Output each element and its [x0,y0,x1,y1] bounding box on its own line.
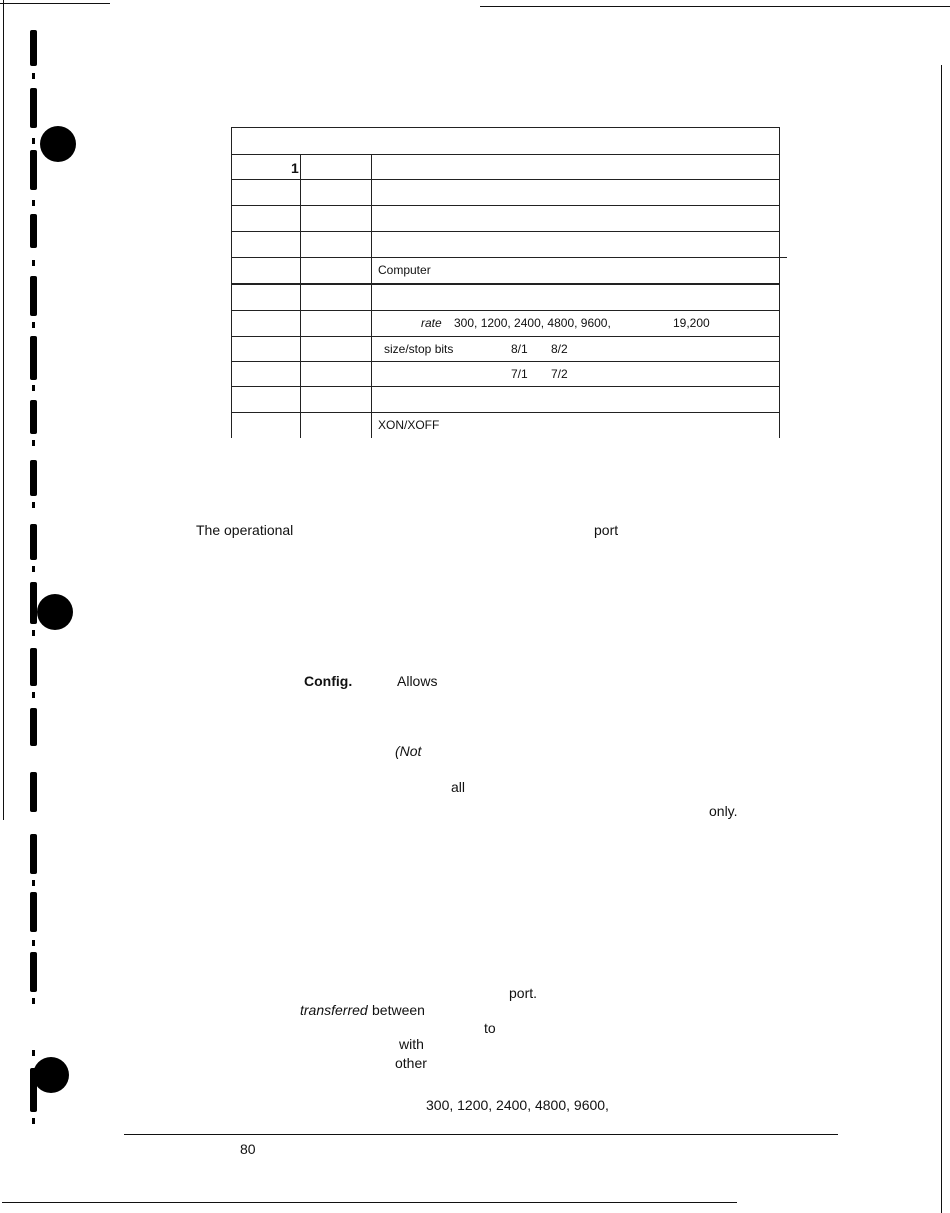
operational-text: The operational [196,522,294,538]
punch-mark [30,460,37,496]
word-option-8-1: 8/1 [511,342,528,356]
bottom-rule [2,1202,737,1203]
punch-tick [32,880,35,886]
to-text: to [484,1020,496,1036]
baud-rate-label: rate [421,316,442,330]
punch-mark [30,708,37,746]
row-number-cell: 1 [291,160,299,176]
punch-mark [30,150,37,190]
row-line [231,179,780,180]
computer-cell: Computer [378,263,431,277]
word-option-7-1: 7/1 [511,367,528,381]
between-text: between [372,1002,425,1018]
punch-tick [32,138,35,144]
punch-tick [32,200,35,206]
top-rule-right [480,6,950,7]
punch-tick [32,1050,35,1056]
punch-tick [32,1118,35,1124]
only-text: only. [709,803,738,819]
baud-rate-last: 19,200 [673,316,710,330]
right-edge-rule [941,65,942,1213]
not-note-text: (Not [395,743,422,759]
row-line [231,154,780,155]
word-option-7-2: 7/2 [551,367,568,381]
row-line [231,386,780,387]
punch-mark [30,336,37,380]
binder-hole-middle [37,594,73,630]
rates-text: 300, 1200, 2400, 4800, 9600, [426,1097,609,1113]
page-number: 80 [240,1141,256,1157]
row-line [231,336,780,337]
transferred-text: transferred [300,1002,368,1018]
top-rule-left [0,3,110,4]
punch-tick [32,998,35,1004]
punch-tick [32,440,35,446]
row-line [231,412,780,413]
all-text: all [451,779,466,795]
punch-mark [30,1068,37,1112]
row-line [231,257,787,258]
punch-tick [32,260,35,266]
table-top-border [231,127,780,128]
punch-mark [30,892,37,932]
punch-tick [32,385,35,391]
punch-mark [30,30,37,66]
row-line [231,361,780,362]
port-text-2: port. [509,985,538,1001]
footer-rule [124,1134,838,1135]
other-text: other [395,1055,427,1071]
with-text: with [399,1036,424,1052]
row-line [231,231,780,232]
allows-text: Allows [397,673,438,689]
punch-mark [30,834,37,874]
binder-hole-top [40,126,76,162]
punch-tick [32,322,35,328]
punch-mark [30,648,37,686]
left-edge-rule [3,0,4,820]
punch-mark [30,88,37,128]
punch-tick [32,566,35,572]
baud-rate-values: 300, 1200, 2400, 4800, 9600, [454,316,611,330]
punch-tick [32,692,35,698]
punch-mark [30,772,37,812]
punch-mark [30,276,37,316]
word-option-8-2: 8/2 [551,342,568,356]
punch-tick [32,73,35,79]
punch-mark [30,524,37,560]
settings-table [231,127,780,438]
row-line [231,205,780,206]
port-text: port [594,522,619,538]
word-size-label: size/stop bits [384,342,454,356]
row-line-thick [231,283,780,285]
punch-tick [32,502,35,508]
handshake-cell: XON/XOFF [378,418,440,432]
column-line [300,154,301,438]
punch-tick [32,940,35,946]
column-line [371,154,372,438]
punch-mark [30,214,37,248]
row-line [231,310,780,311]
punch-mark [30,952,37,992]
binder-hole-bottom [33,1057,69,1093]
punch-mark [30,400,37,434]
punch-mark [30,582,37,624]
punch-tick [32,630,35,636]
config-term: Config. [304,673,353,689]
